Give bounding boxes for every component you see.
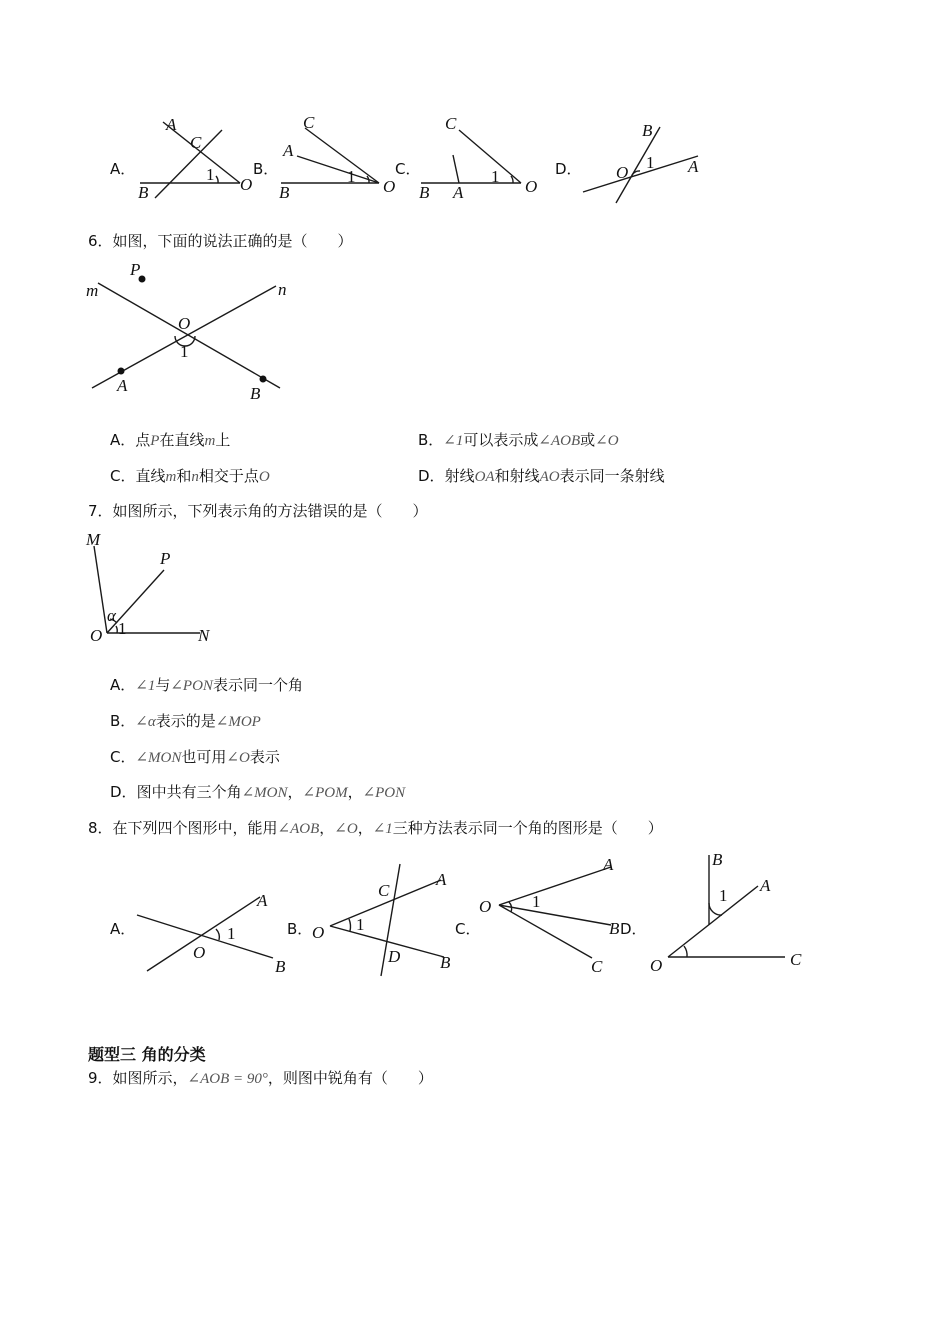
option-letter: A． — [110, 431, 136, 449]
q8-option-c-letter: C． — [455, 920, 481, 938]
q8-c-label: A — [603, 855, 614, 874]
q7-label-n: N — [198, 626, 210, 645]
q5-a-label: A — [166, 115, 177, 134]
q5-option-d-figure — [578, 110, 708, 210]
q7-label-p: P — [160, 549, 171, 568]
q8-d-label: B — [712, 850, 723, 869]
q5-c-label: B — [419, 183, 430, 202]
q6-label-a: A — [117, 376, 128, 395]
q8-d-label: C — [790, 950, 802, 969]
q5-c-label: O — [525, 177, 538, 196]
q8-stem: 8．在下列四个图形中，能用∠AOB，∠O，∠1三种方法表示同一个角的图形是（ ） — [88, 819, 663, 837]
q5-option-b-figure — [275, 110, 405, 205]
q8-b-label: O — [312, 923, 325, 942]
q7-option-c: C．∠MON也可用∠O表示 — [110, 748, 280, 766]
q5-d-label: 1 — [646, 153, 655, 172]
q5-d-label: O — [616, 163, 629, 182]
q8-a-label: B — [275, 957, 286, 976]
q7-figure — [80, 530, 240, 650]
q8-option-d-letter: D． — [620, 920, 647, 938]
q7-label-o: O — [90, 626, 103, 645]
q7-option-a: A．∠1与∠PON表示同一个角 — [110, 676, 303, 694]
section-title: 题型三 角的分类 — [88, 1045, 206, 1064]
option-letter: C． — [110, 748, 136, 766]
q8-option-b-letter: B． — [287, 920, 313, 938]
q5-option-c-letter: C． — [395, 160, 421, 178]
q5-option-a-letter: A． — [110, 160, 136, 178]
q7-label-m: M — [86, 530, 101, 549]
point-a — [118, 368, 125, 375]
q5-b-label: 1 — [347, 167, 356, 186]
q6-option-d: D．射线OA和射线AO表示同一条射线 — [418, 467, 665, 485]
q5-c-label: C — [445, 114, 457, 133]
q5-option-a-figure — [130, 110, 260, 205]
q8-option-a-letter: A． — [110, 920, 136, 938]
option-letter: D． — [418, 467, 445, 485]
q8-d-label: 1 — [719, 886, 728, 905]
q8-option-d-figure — [640, 845, 815, 975]
q5-c-label: A — [453, 183, 464, 202]
option-letter: B． — [110, 712, 136, 730]
q5-a-label: 1 — [206, 165, 215, 184]
q7-stem: 7．如图所示，下列表示角的方法错误的是（ ） — [88, 502, 428, 520]
q7-label-alpha: α — [107, 606, 116, 625]
q5-option-d-letter: D． — [555, 160, 582, 178]
q8-option-c-figure — [475, 850, 635, 980]
q8-c-label: O — [479, 897, 492, 916]
q8-b-label: B — [440, 953, 451, 972]
q9-stem: 9．如图所示，∠AOB = 90°，则图中锐角有（ ） — [88, 1069, 433, 1087]
q6-option-c: C．直线m和n相交于点O — [110, 467, 270, 485]
q5-a-label: O — [240, 175, 253, 194]
q5-b-label: B — [279, 183, 290, 202]
q8-c-label: 1 — [532, 892, 541, 911]
q5-d-label: A — [688, 157, 699, 176]
q8-b-label: A — [436, 870, 447, 889]
q8-b-label: D — [388, 947, 401, 966]
q6-label-b: B — [250, 384, 261, 403]
point-b — [260, 376, 267, 383]
q5-a-label: B — [138, 183, 149, 202]
q5-b-label: O — [383, 177, 396, 196]
q8-option-b-figure — [308, 860, 468, 985]
q6-option-b: B．∠1可以表示成∠AOB或∠O — [418, 431, 619, 449]
q6-label-m: m — [86, 281, 99, 300]
q5-c-label: 1 — [491, 167, 500, 186]
q7-option-b: B．∠α表示的是∠MOP — [110, 712, 261, 730]
option-letter: A． — [110, 676, 136, 694]
option-letter: C． — [110, 467, 136, 485]
q8-a-label: 1 — [227, 924, 236, 943]
q8-d-label: O — [650, 956, 663, 975]
q7-label-1: 1 — [118, 619, 127, 638]
q6-option-a: A．点P在直线m上 — [110, 431, 231, 449]
option-letter: B． — [418, 431, 444, 449]
q6-label-o: O — [178, 314, 191, 333]
q7-option-d: D．图中共有三个角∠MON，∠POM，∠PON — [110, 783, 406, 801]
q5-option-c-figure — [415, 110, 545, 205]
q8-d-label: A — [760, 876, 771, 895]
q8-b-label: C — [378, 881, 390, 900]
q6-label-n: n — [278, 280, 287, 299]
q8-a-label: O — [193, 943, 206, 962]
q6-stem: 6．如图，下面的说法正确的是（ ） — [88, 232, 353, 250]
q6-label-1: 1 — [180, 342, 189, 361]
q8-c-label: B — [609, 919, 620, 938]
q5-a-label: C — [190, 133, 202, 152]
q5-b-label: A — [283, 141, 294, 160]
q8-option-a-figure — [130, 880, 295, 990]
q8-b-label: 1 — [356, 915, 365, 934]
option-letter: D． — [110, 783, 137, 801]
q5-b-label: C — [303, 113, 315, 132]
q6-label-p: P — [130, 260, 141, 279]
q6-figure — [80, 260, 310, 410]
q5-d-label: B — [642, 121, 653, 140]
q5-option-b-letter: B． — [253, 160, 279, 178]
q8-a-label: A — [257, 891, 268, 910]
q8-c-label: C — [591, 957, 603, 976]
